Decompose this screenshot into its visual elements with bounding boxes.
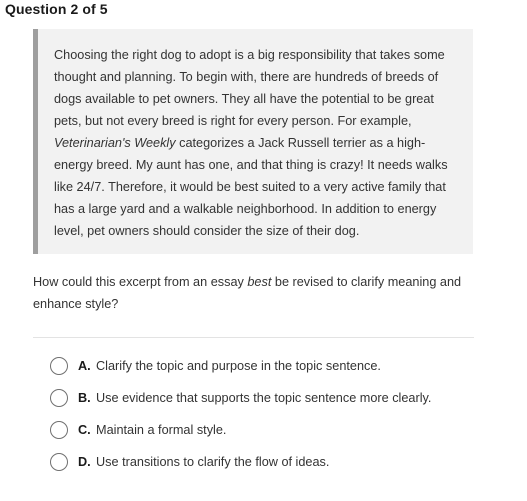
choice-letter: B. [78,391,91,405]
passage-text-part-2: categorizes a Jack Russell terrier as a high-energy breed. My aunt has one, and that thing is crazy! It needs walks like 24/7. Therefore, it would be best suited to a very active family that has a large yard and a walkable neighborhood. In addition to energy level, pet owners should consider the size of their dog. [54,136,448,238]
radio-button[interactable] [50,421,68,439]
prompt-text-after: be revised to clarify meaning and enhance style? [33,275,462,311]
choice-letter: D. [78,455,91,469]
excerpt-passage [33,29,473,254]
choice-letter: C. [78,423,91,437]
radio-button[interactable] [50,453,68,471]
radio-button[interactable] [50,389,68,407]
choice-text: Use evidence that supports the topic sentence more clearly. [96,391,432,405]
radio-button[interactable] [50,357,68,375]
divider [33,337,474,338]
passage-text-part-1: Choosing the right dog to adopt is a big responsibility that takes some thought and planning. To begin with, there are hundreds of breeds of dogs available to pet owners. They all have the potential to be great pets, but not every breed is right for every person. For example, [54,48,445,128]
choice-text: Maintain a formal style. [96,423,227,437]
choice-d[interactable] [50,451,480,473]
question-prompt [33,271,478,315]
choice-b[interactable] [50,387,480,409]
passage-text [54,44,459,242]
prompt-emphasis: best [247,275,272,289]
publication-title: Veterinarian's Weekly [54,136,176,150]
choice-c[interactable] [50,419,480,441]
choice-letter: A. [78,359,91,373]
choice-text: Use transitions to clarify the flow of ideas. [96,455,330,469]
prompt-text-before: How could this excerpt from an essay [33,275,248,289]
choice-text: Clarify the topic and purpose in the topic sentence. [96,359,381,373]
choice-a[interactable] [50,355,480,377]
question-counter: Question 2 of 5 [5,1,108,17]
